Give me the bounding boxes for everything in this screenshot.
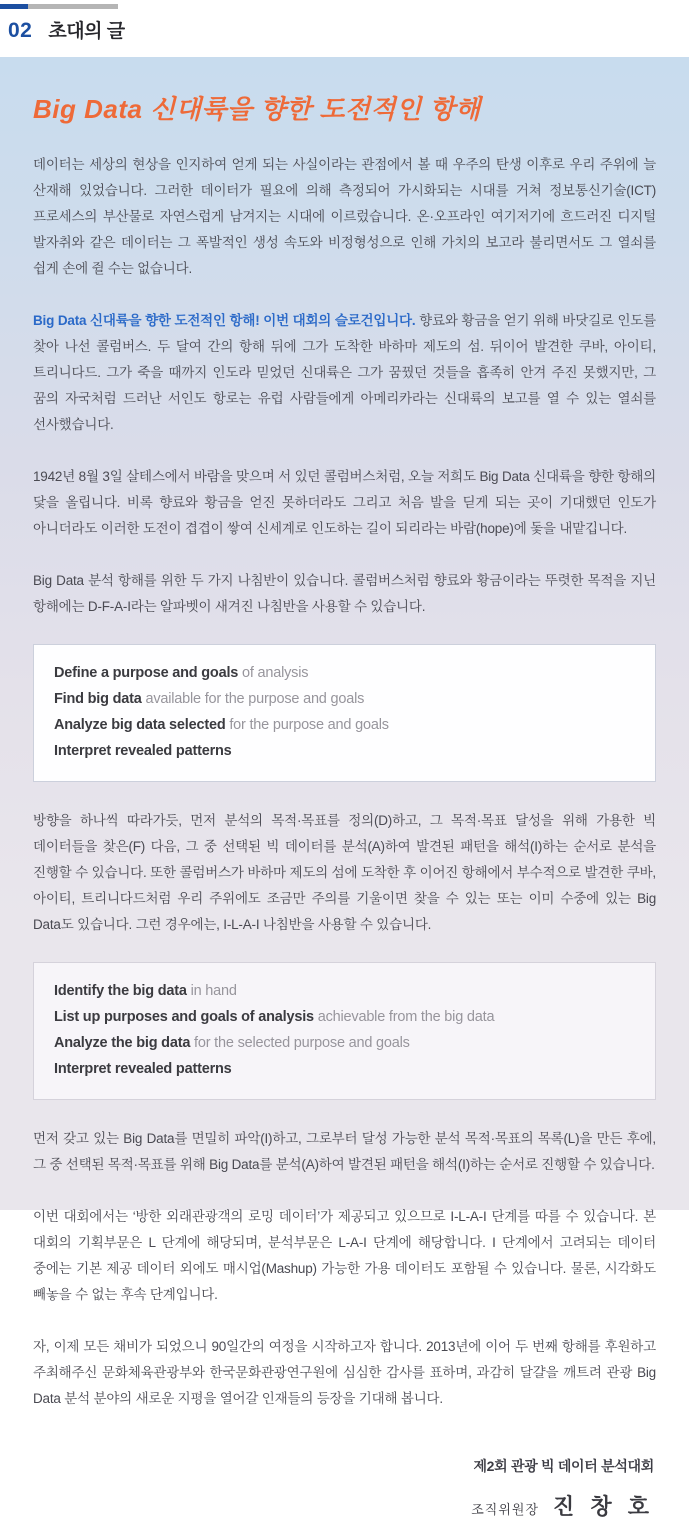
page-title: Big Data 신대륙을 향한 도전적인 항해	[33, 94, 481, 124]
section-number: 02	[8, 19, 33, 42]
slogan-highlight: Big Data 신대륙을 향한 도전적인 항해! 이번 대회의 슬로건입니다.	[33, 313, 416, 328]
signature-name: 진 창 호	[553, 1494, 654, 1519]
ilai-list-bold: List up purposes and goals of analysis	[54, 1009, 314, 1025]
paragraph-intro: 데이터는 세상의 현상을 인지하여 얻게 되는 사실이라는 관점에서 볼 때 우주의 탄생 이후로 우리 주위에 늘 산재해 있었습니다. 그러한 데이터가 필요에 의해 측정되어 가시화되는 시대를 거쳐 정보통신기술(ICT) 프로세스의 부산물로 자연스럽게 남겨지는 시대에 이르렀습니다. 온·오프라인 여기저기에 흐드러진 디지털 발자취와 같은 데이터는 그 폭발적인 생성 속도와 비정형성으로 인해 가치의 보고라 불리면서도 그 열쇠를 쉽게 손에 쥘 수는 없습니다.	[33, 157, 656, 276]
section-title: 초대의 글	[48, 21, 125, 42]
signature-row	[33, 1490, 654, 1521]
ilai-compass-box	[33, 962, 656, 1100]
ilai-interpret-bold: Interpret revealed patterns	[54, 1061, 232, 1077]
ilai-list-gray: achievable from the big data	[313, 1009, 495, 1025]
ilai-analyze-gray: for the selected purpose and goals	[190, 1035, 410, 1051]
signature-block	[33, 1456, 656, 1521]
paragraph-slogan	[33, 308, 656, 438]
ilai-identify-bold: Identify the big data	[54, 983, 187, 999]
signature-event: 제2회 관광 빅 데이터 분석대회	[473, 1458, 654, 1474]
paragraph-slogan-rest: 향료와 황금을 얻기 위해 바닷길로 인도를 찾아 나선 콜럼버스. 두 달여 간의 항해 뒤에 그가 도착한 바하마 제도의 섬. 뒤이어 발견한 쿠바, 아이티, 트리니다드. 그가 죽을 때까지 인도라 믿었던 신대륙은 그가 꿈꿨던 것들을 흡족히 안겨 주진 못했지만, 그 꿈의 자국처럼 드러난 서인도 항로는 유럽 사람들에게 아메리카라는 신대륙의 보고를 열 수 있는 열쇠를 선사했습니다.	[33, 313, 656, 432]
paragraph-dfai-explain: 방향을 하나씩 따라가듯, 먼저 분석의 목적·목표를 정의(D)하고, 그 목적·목표 달성을 위해 가용한 빅 데이터들을 찾은(F) 다음, 그 중 선택된 빅 데이터를 분석(A)하여 발견된 패턴을 해석(I)하는 순서로 분석을 진행할 수 있습니다. 또한 콜럼버스가 바하마 제도의 섬에 도착한 후 이어진 항해에서 부수적으로 발견한 쿠바, 아이티, 트리니다드처럼 우리 주위에도 조금만 주의를 기울이면 찾을 수 있는 또는 이미 수중에 있는 Big Data도 있습니다. 그런 경우에는, I-L-A-I 나침반을 사용할 수 있습니다.	[33, 813, 656, 932]
dfai-analyze-gray: for the purpose and goals	[225, 717, 389, 733]
dfai-line-define	[54, 660, 635, 686]
header-bar-blue-segment	[0, 4, 28, 9]
dfai-find-gray: available for the purpose and goals	[141, 691, 365, 707]
dfai-define-bold: Define a purpose and goals	[54, 665, 239, 681]
header-bar-gray-segment	[28, 4, 118, 9]
content-panel	[0, 57, 689, 1519]
dfai-analyze-bold: Analyze big data selected	[54, 717, 226, 733]
ilai-line-interpret	[54, 1056, 635, 1082]
page-header	[0, 0, 689, 43]
ilai-analyze-bold: Analyze the big data	[54, 1035, 191, 1051]
paragraph-contest-data: 이번 대회에서는 ‘방한 외래관광객의 로밍 데이터’가 제공되고 있으므로 I-L-A-I 단계를 따를 수 있습니다. 본 대회의 기획부문은 L 단계에 해당되며, 분석부문은 L-A-I 단계에 해당합니다. I 단계에서 고려되는 데이터 중에는 기본 제공 데이터 외에도 매시업(Mashup) 가능한 가용 데이터도 포함될 수 있습니다. 물론, 시각화도 빼놓을 수 없는 후속 단계입니다.	[33, 1209, 656, 1302]
dfai-interpret-bold: Interpret revealed patterns	[54, 743, 232, 759]
header-row	[0, 9, 689, 43]
paragraph-closing: 자, 이제 모든 채비가 되었으니 90일간의 여정을 시작하고자 합니다. 2013년에 이어 두 번째 항해를 후원하고 주최해주신 문화체육관광부와 한국문화관광연구원에 심심한 감사를 표하며, 과감히 달걀을 깨트려 관광 Big Data 분석 분야의 새로운 지평을 열어갈 인재들의 등장을 기대해 봅니다.	[33, 1339, 656, 1406]
ilai-line-identify	[54, 978, 635, 1004]
dfai-line-analyze	[54, 712, 635, 738]
ilai-identify-gray: in hand	[186, 983, 237, 999]
ilai-line-list	[54, 1004, 635, 1030]
dfai-line-find	[54, 686, 635, 712]
ilai-line-analyze	[54, 1030, 635, 1056]
dfai-find-bold: Find big data	[54, 691, 142, 707]
paragraph-columbus: 1942년 8월 3일 살테스에서 바람을 맞으며 서 있던 콜럼버스처럼, 오늘 저희도 Big Data 신대륙을 향한 항해의 닻을 올립니다. 비록 향료와 황금을 얻진 못하더라도 그리고 처음 발을 딛게 되는 곳이 기대했던 인도가 아니더라도 이러한 도전이 겹겹이 쌓여 신세계로 인도하는 길이 되리라는 바람(hope)에 돛을 내맡깁니다.	[33, 469, 656, 536]
signature-role: 조직위원장	[471, 1502, 540, 1517]
paragraph-ilai-explain: 먼저 갖고 있는 Big Data를 면밀히 파악(I)하고, 그로부터 달성 가능한 분석 목적·목표의 목록(L)을 만든 후에, 그 중 선택된 목적·목표를 위해 Big Data를 분석(A)하여 발견된 패턴을 해석(I)하는 순서로 진행할 수 있습니다.	[33, 1131, 656, 1172]
dfai-line-interpret	[54, 738, 635, 764]
dfai-define-gray: of analysis	[238, 665, 309, 681]
dfai-compass-box	[33, 644, 656, 782]
paragraph-two-compasses: Big Data 분석 항해를 위한 두 가지 나침반이 있습니다. 콜럼버스처럼 향료와 황금이라는 뚜렷한 목적을 지닌 항해에는 D-F-A-I라는 알파벳이 새겨진 나침반을 사용할 수 있습니다.	[33, 573, 656, 614]
